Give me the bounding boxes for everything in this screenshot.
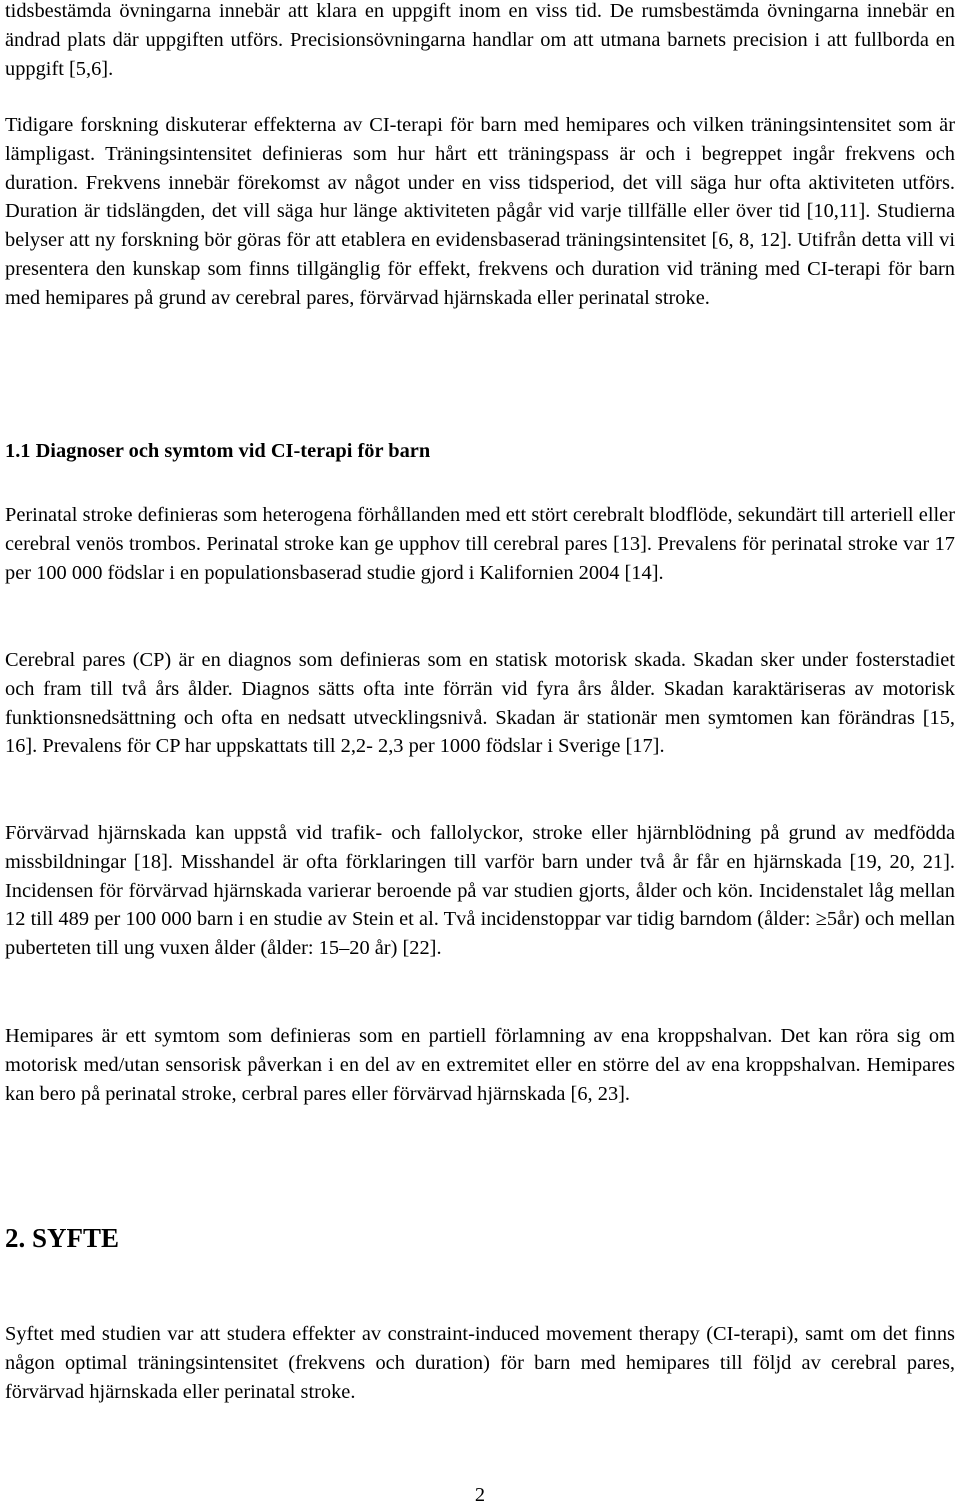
paragraph-exercise-types: tidsbestämda övningarna innebär att klara en uppgift inom en viss tid. De rumsbestämda övningarna innebär en ändrad plats där uppgiften utförs. Precisionsövningarna handlar om att utmana barnets precision i att fullborda en uppgift [5,6]. (5, 0, 955, 80)
paragraph-acquired-brain-injury: Förvärvad hjärnskada kan uppstå vid trafik- och fallolyckor, stroke eller hjärnblödning på grund av medfödda missbildningar [18]. Misshandel är ofta förklaringen till varför barn under två år får en hjärnskada [19, 20, 21]. Incidensen för förvärvad hjärnskada varierar beroende på var studien gjorts, ålder och kön. Incidenstalet låg mellan 12 till 489 per 100 000 barn i en studie av Stein et al. Två incidenstoppar var tidig barndom (ålder: ≥5år) och mellan puberteten till ung vuxen ålder (ålder: 15–20 år) [22]. (5, 822, 955, 960)
paragraph-perinatal-stroke: Perinatal stroke definieras som heterogena förhållanden med ett stört cerebralt blodflöde, sekundärt till arteriell eller cerebral venös trombos. Perinatal stroke kan ge upphov till cerebral pares [13]. Prevalens för perinatal stroke var 17 per 100 000 födslar i en populationsbaserad studie gjord i Kalifornien 2004 [14]. (5, 504, 955, 584)
paragraph-cerebral-palsy: Cerebral pares (CP) är en diagnos som definieras som en statisk motorisk skada. Skadan sker under fosterstadiet och fram till två års ålder. Diagnos sätts ofta inte förrän vid fyra års ålder. Skadan karaktäriseras av motorisk funktionsnedsättning och ofta en nedsatt utvecklingsnivå. Skadan är stationär men symtomen kan förändras [15, 16]. Prevalens för CP har uppskattats till 2,2- 2,3 per 1000 födslar i Sverige [17]. (5, 649, 955, 758)
page-number: 2 (474, 1484, 486, 1506)
paragraph-training-intensity: Tidigare forskning diskuterar effekterna av CI-terapi för barn med hemipares och vilken träningsintensitet som är lämpligast. Träningsintensitet definieras som hur hårt ett träningspass är och i begreppet ingår frekvens och duration. Frekvens innebär förekomst av något under en viss tidsperiod, det vill säga hur ofta aktiviteten utförs. Duration är tidslängden, det vill säga hur länge aktiviteten pågår vid varje tillfälle eller över tid [10,11]. Studierna belyser att ny forskning bör göras för att etablera en evidensbaserad träningsintensitet [6, 8, 12]. Utifrån detta vill vi presentera den kunskap som finns tillgänglig för effekt, frekvens och duration vid träning med CI-terapi för barn med hemipares på grund av cerebral pares, förvärvad hjärnskada eller perinatal stroke. (5, 114, 955, 309)
paragraph-purpose: Syftet med studien var att studera effekter av constraint-induced movement therapy (CI-terapi), samt om det finns någon optimal träningsintensitet (frekvens och duration) för barn med hemipares till följd av cerebral pares, förvärvad hjärnskada eller perinatal stroke. (5, 1323, 955, 1403)
heading-purpose: 2. SYFTE (5, 1223, 120, 1253)
paragraph-hemiparesis: Hemipares är ett symtom som definieras som en partiell förlamning av ena kroppshalvan. Det kan röra sig om motorisk med/utan sensorisk påverkan i en del av en extremitet eller en större del av ena kroppshalvan. Hemipares kan bero på perinatal stroke, cerbral pares eller förvärvad hjärnskada [6, 23]. (5, 1025, 955, 1105)
heading-diagnoses-symptoms: 1.1 Diagnoser och symtom vid CI-terapi för barn (5, 440, 431, 462)
